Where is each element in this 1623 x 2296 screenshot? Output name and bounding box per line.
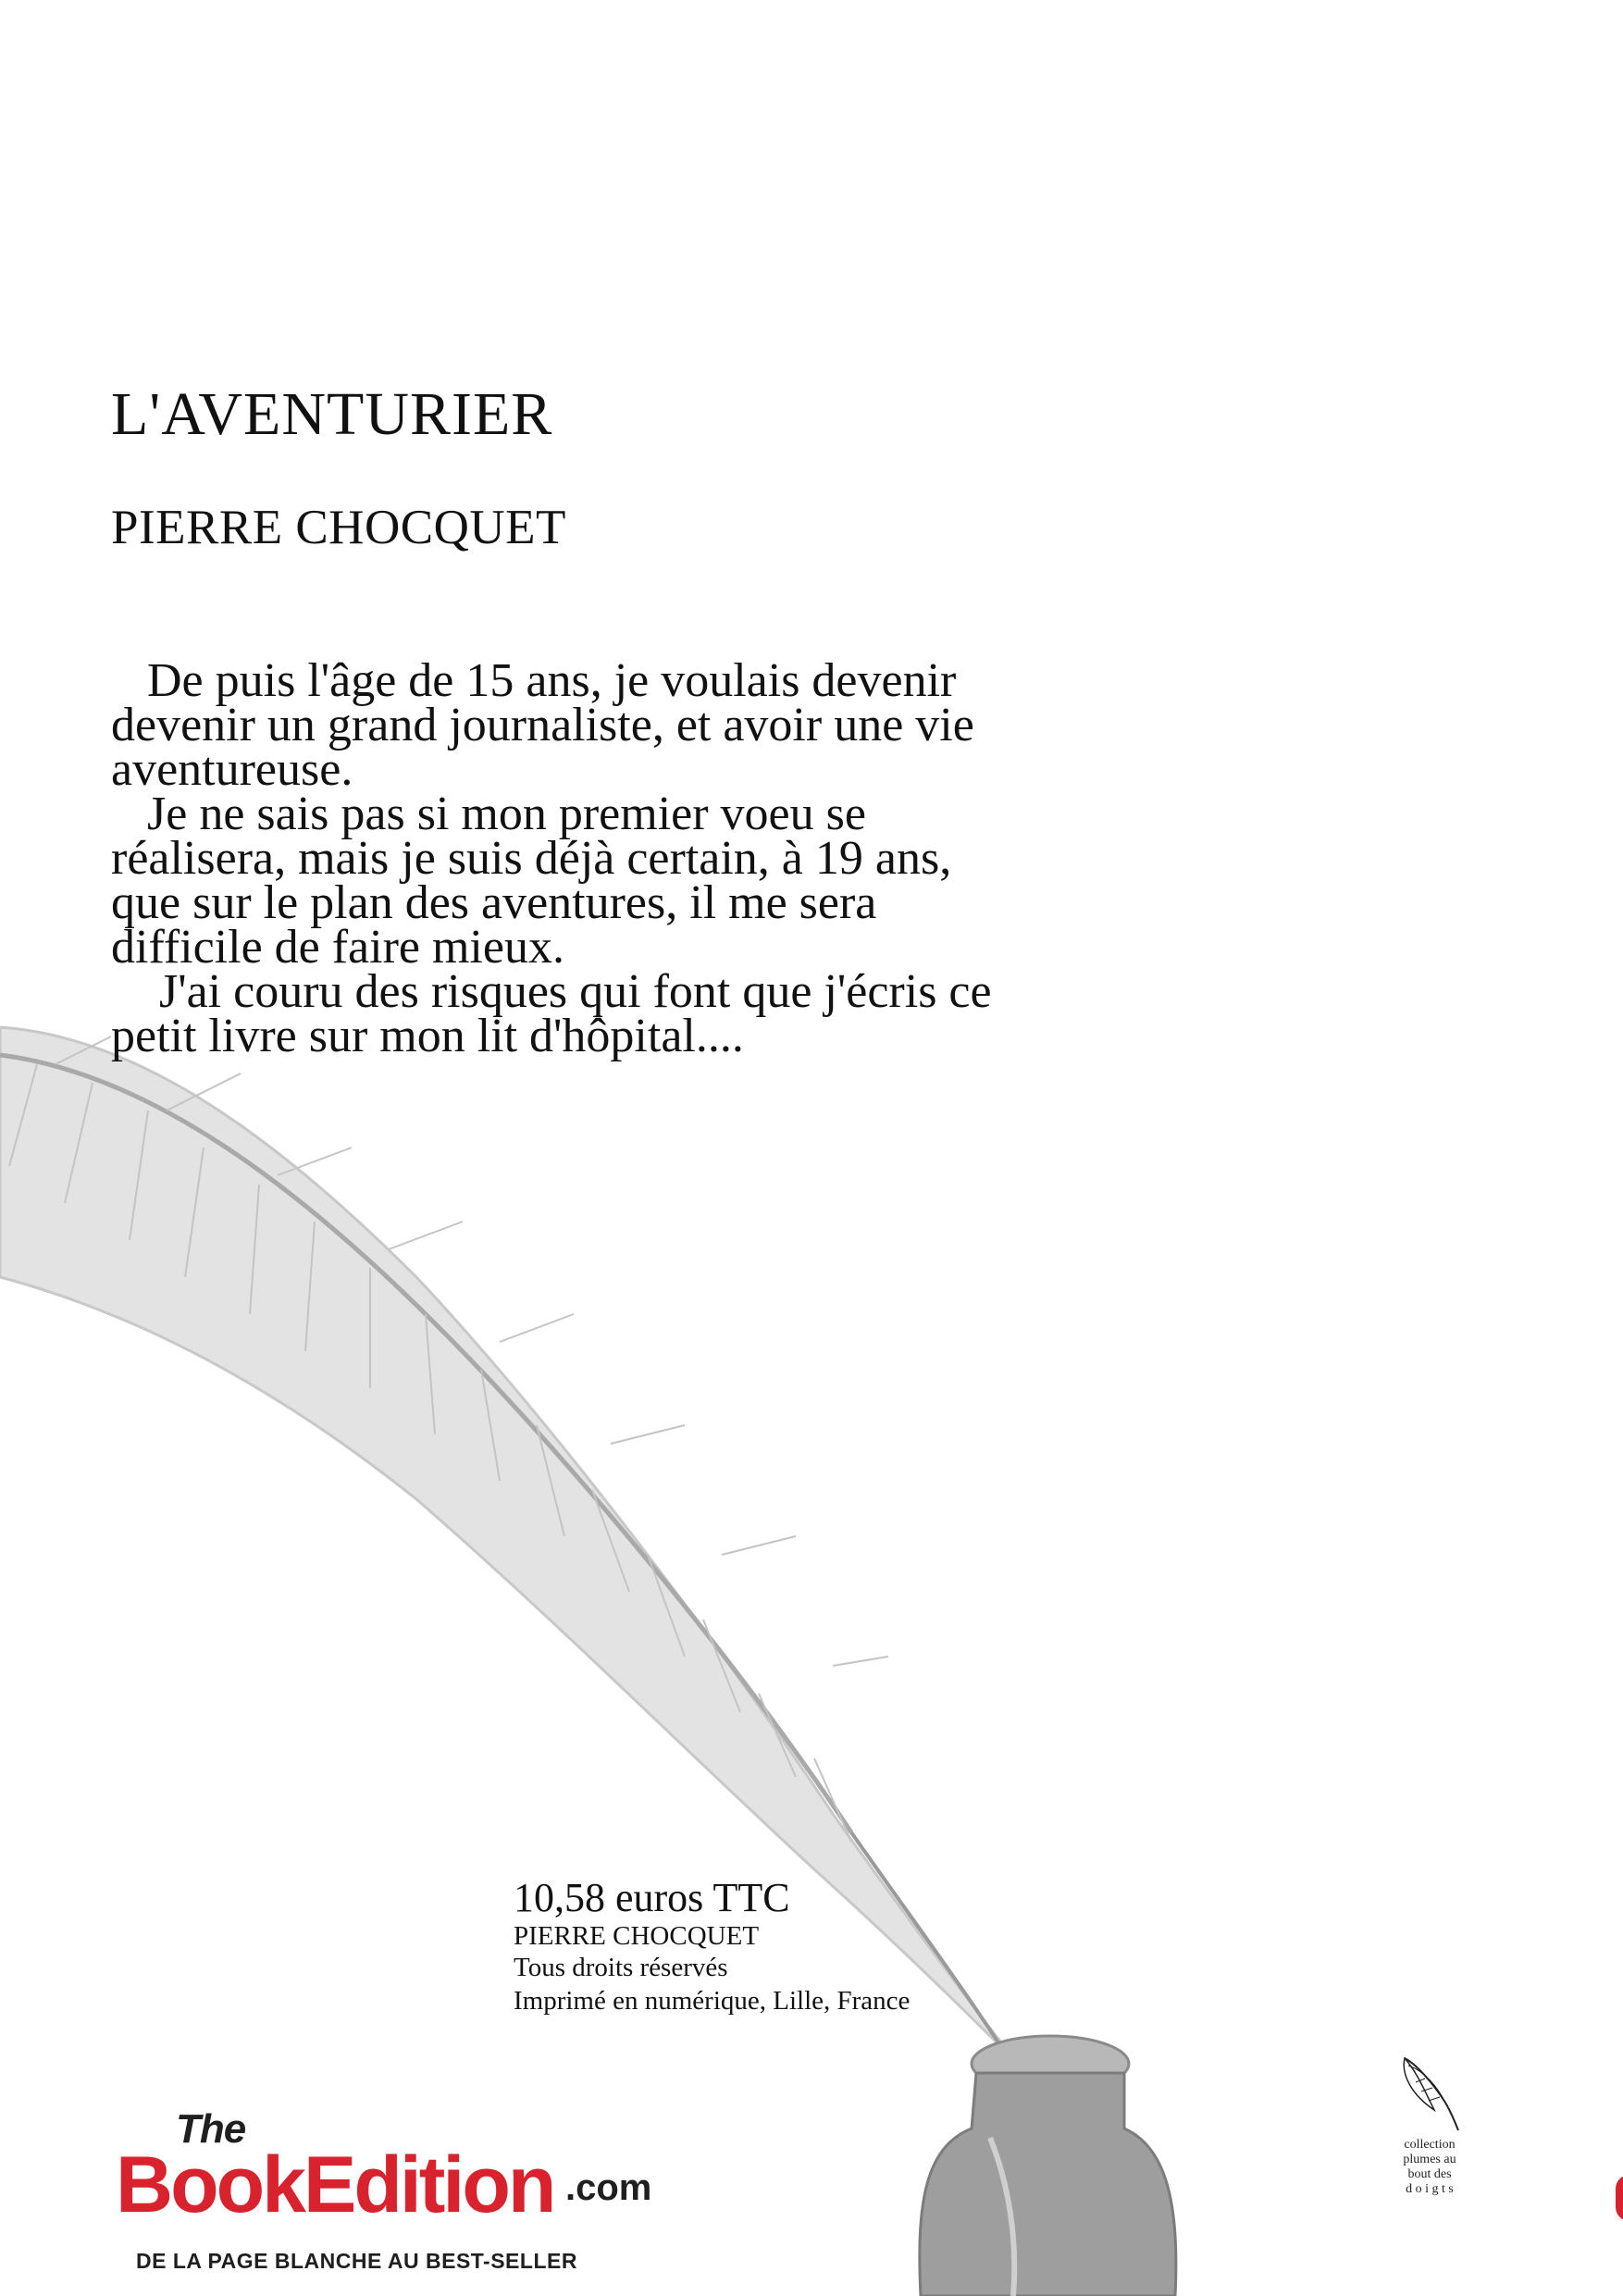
book-author: PIERRE CHOCQUET xyxy=(111,501,566,554)
price: 10,58 euros TTC xyxy=(514,1875,790,1920)
edge-marker xyxy=(1616,2175,1623,2221)
blurb-line: réalisera, mais je suis déjà certain, à 19 ans, xyxy=(111,832,952,885)
inkwell-icon xyxy=(920,2036,1176,2296)
logo-tagline: DE LA PAGE BLANCHE AU BEST-SELLER xyxy=(136,2249,577,2273)
collection-line: bout des xyxy=(1407,2167,1452,2181)
blurb-line: aventureuse. xyxy=(111,743,353,796)
back-cover-blurb xyxy=(111,654,1314,1062)
imprint-author: PIERRE CHOCQUET xyxy=(514,1921,760,1951)
collection-line: plumes au xyxy=(1403,2153,1456,2166)
feather-icon xyxy=(1397,2054,1462,2133)
publisher-logo xyxy=(116,2101,671,2286)
book-title: L'AVENTURIER xyxy=(111,380,553,448)
blurb-line: petit livre sur mon lit d'hôpital.... xyxy=(111,1010,744,1062)
feather-icon xyxy=(0,1027,1018,2073)
blurb-line: De puis l'âge de 15 ans, je voulais devenir xyxy=(111,654,957,707)
blurb-line: J'ai couru des risques qui font que j'écris ce xyxy=(111,965,992,1018)
blurb-line: difficile de faire mieux. xyxy=(111,921,564,974)
collection-label xyxy=(1388,2138,1471,2197)
blurb-line: Je ne sais pas si mon premier voeu se xyxy=(111,788,866,840)
rights-notice: Tous droits réservés xyxy=(514,1953,728,1982)
collection-line: collection xyxy=(1404,2138,1456,2152)
blurb-line: que sur le plan des aventures, il me sera xyxy=(111,876,877,929)
logo-domain: .com xyxy=(565,2167,652,2208)
logo-the: The xyxy=(176,2106,246,2152)
logo-name: BookEdition xyxy=(116,2141,554,2229)
printing-notice: Imprimé en numérique, Lille, France xyxy=(514,1986,911,2016)
blurb-line: devenir un grand journaliste, et avoir une vie xyxy=(111,699,974,751)
collection-line: d o i g t s xyxy=(1406,2182,1454,2196)
collection-mark xyxy=(1388,2054,1471,2240)
